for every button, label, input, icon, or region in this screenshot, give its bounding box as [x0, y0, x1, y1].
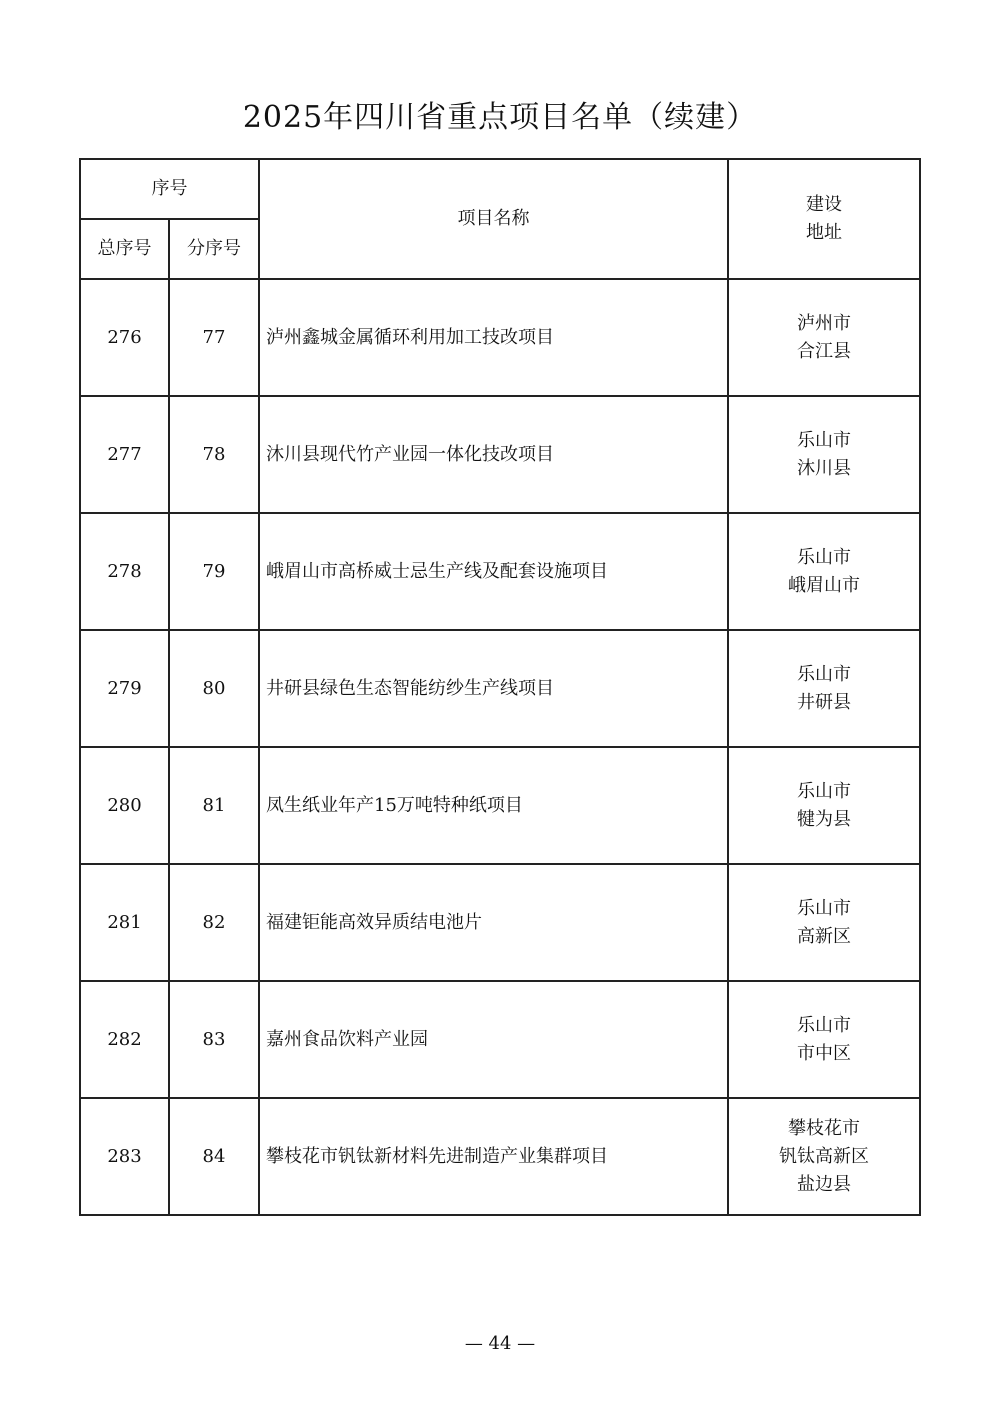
table-row	[80, 279, 920, 396]
total-seq-cell: 280	[80, 747, 169, 864]
total-seq-cell: 277	[80, 396, 169, 513]
location-line: 盐边县	[797, 1173, 851, 1195]
table-row	[80, 747, 920, 864]
header-total-seq: 总序号	[80, 219, 169, 279]
table-row	[80, 981, 920, 1098]
total-seq-cell: 282	[80, 981, 169, 1098]
location-line: 泸州市	[797, 312, 851, 334]
sub-seq-cell: 78	[169, 396, 259, 513]
table-row	[80, 630, 920, 747]
location-cell	[728, 630, 920, 747]
sub-seq-cell: 80	[169, 630, 259, 747]
location-line: 乐山市	[797, 780, 851, 802]
location-line: 沐川县	[797, 457, 851, 479]
page-title: 2025年四川省重点项目名单（续建）	[242, 100, 758, 135]
location-line: 高新区	[797, 925, 851, 947]
header-sub-seq: 分序号	[169, 219, 259, 279]
sub-seq-cell: 77	[169, 279, 259, 396]
project-name-cell: 凤生纸业年产15万吨特种纸项目	[259, 747, 728, 864]
location-line: 乐山市	[797, 429, 851, 451]
location-line: 市中区	[797, 1042, 851, 1064]
project-name-cell: 井研县绿色生态智能纺纱生产线项目	[259, 630, 728, 747]
sub-seq-cell: 84	[169, 1098, 259, 1215]
location-line: 乐山市	[797, 663, 851, 685]
location-line: 乐山市	[797, 546, 851, 568]
header-row	[80, 159, 920, 219]
sub-seq-cell: 79	[169, 513, 259, 630]
project-name-cell: 福建钜能高效异质结电池片	[259, 864, 728, 981]
location-cell	[728, 513, 920, 630]
total-seq-cell: 276	[80, 279, 169, 396]
table-row	[80, 864, 920, 981]
location-cell	[728, 1098, 920, 1215]
table-row	[80, 1098, 920, 1215]
sub-seq-cell: 83	[169, 981, 259, 1098]
location-line: 犍为县	[797, 808, 851, 830]
total-seq-cell: 283	[80, 1098, 169, 1215]
location-cell	[728, 396, 920, 513]
location-cell	[728, 864, 920, 981]
location-line: 乐山市	[797, 897, 851, 919]
header-seq: 序号	[80, 159, 259, 219]
location-cell	[728, 279, 920, 396]
project-name-cell: 沐川县现代竹产业园一体化技改项目	[259, 396, 728, 513]
project-name-cell: 攀枝花市钒钛新材料先进制造产业集群项目	[259, 1098, 728, 1215]
project-name-cell: 嘉州食品饮料产业园	[259, 981, 728, 1098]
header-location	[728, 159, 920, 279]
location-cell	[728, 747, 920, 864]
table-row	[80, 396, 920, 513]
header-location-line2: 地址	[806, 222, 842, 243]
project-table	[79, 158, 921, 1216]
table-row	[80, 513, 920, 630]
location-line: 井研县	[797, 691, 851, 713]
location-cell	[728, 981, 920, 1098]
sub-seq-cell: 81	[169, 747, 259, 864]
project-name-cell: 泸州鑫城金属循环利用加工技改项目	[259, 279, 728, 396]
location-line: 乐山市	[797, 1014, 851, 1036]
total-seq-cell: 278	[80, 513, 169, 630]
header-location-line1: 建设	[806, 194, 842, 215]
total-seq-cell: 281	[80, 864, 169, 981]
location-line: 合江县	[797, 340, 851, 362]
location-line: 攀枝花市	[788, 1117, 860, 1139]
project-name-cell: 峨眉山市高桥威士忌生产线及配套设施项目	[259, 513, 728, 630]
header-project-name: 项目名称	[259, 159, 728, 279]
location-line: 钒钛高新区	[779, 1145, 869, 1167]
total-seq-cell: 279	[80, 630, 169, 747]
sub-seq-cell: 82	[169, 864, 259, 981]
location-line: 峨眉山市	[788, 574, 860, 596]
page-number: — 44 —	[464, 1333, 536, 1354]
